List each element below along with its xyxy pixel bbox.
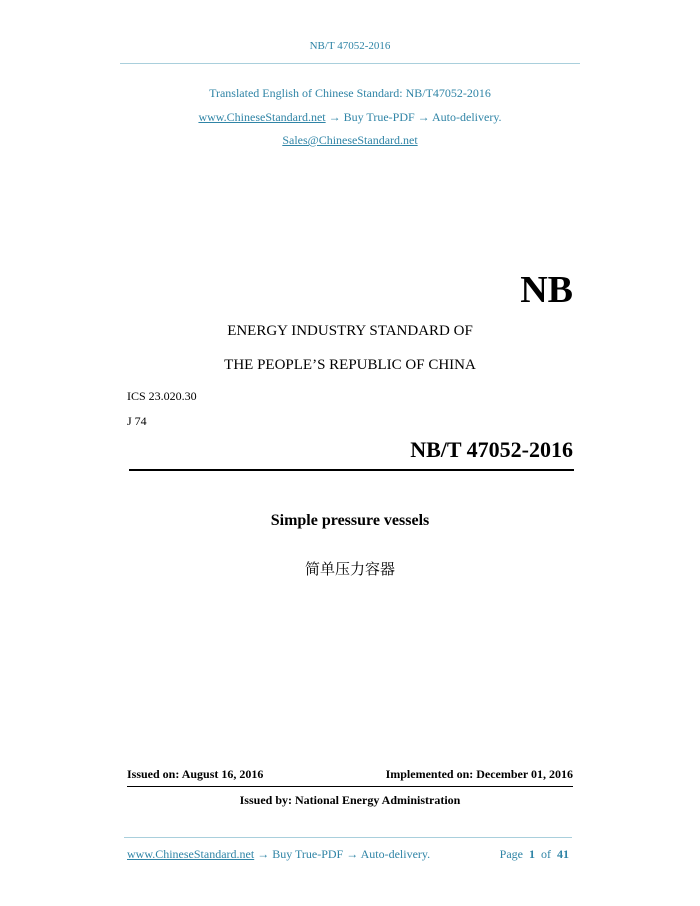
buy-true-pdf-text: Buy True-PDF <box>343 110 415 124</box>
page-indicator <box>500 847 569 862</box>
translation-notice: Translated English of Chinese Standard: NB/T47052-2016 <box>209 86 491 100</box>
org-line-1: ENERGY INDUSTRY STANDARD OF <box>227 323 473 339</box>
buy-line <box>0 110 700 125</box>
arrow-right-icon: → <box>417 110 430 124</box>
standard-number-rule <box>129 469 574 471</box>
site-link[interactable]: www.ChineseStandard.net <box>198 110 326 124</box>
page-total: 41 <box>557 847 569 861</box>
arrow-right-icon: → <box>328 110 341 124</box>
footer-buy-line <box>127 847 430 862</box>
running-header-title: NB/T 47052-2016 <box>309 40 391 52</box>
footer-divider <box>124 837 572 838</box>
implemented-on: Implemented on: December 01, 2016 <box>385 767 573 781</box>
issued-by: Issued by: National Energy Administration <box>239 793 461 807</box>
of-label: of <box>541 847 551 861</box>
ccs-code: J 74 <box>127 414 147 428</box>
sales-email-link[interactable]: Sales@ChineseStandard.net <box>282 133 418 147</box>
footer-site-link[interactable]: www.ChineseStandard.net <box>127 847 255 861</box>
page-label: Page <box>499 847 523 861</box>
footer-buy-true-pdf-text: Buy True-PDF <box>272 847 344 861</box>
org-line-2: THE PEOPLE’S REPUBLIC OF CHINA <box>224 357 476 373</box>
footer-auto-delivery-text: Auto-delivery. <box>360 847 431 861</box>
issue-rule <box>127 786 573 787</box>
email-line <box>0 133 700 148</box>
title-chinese: 简单压力容器 <box>304 560 395 578</box>
auto-delivery-text: Auto-delivery. <box>432 110 502 124</box>
arrow-right-icon: → <box>346 847 359 861</box>
issued-on: Issued on: August 16, 2016 <box>127 767 264 781</box>
standard-number: NB/T 47052-2016 <box>410 437 573 462</box>
page-number: 1 <box>529 847 535 861</box>
ics-code: ICS 23.020.30 <box>127 389 197 403</box>
nb-logo: NB <box>520 269 573 311</box>
header-divider <box>120 63 580 64</box>
arrow-right-icon: → <box>257 847 270 861</box>
title-english: Simple pressure vessels <box>270 512 430 529</box>
